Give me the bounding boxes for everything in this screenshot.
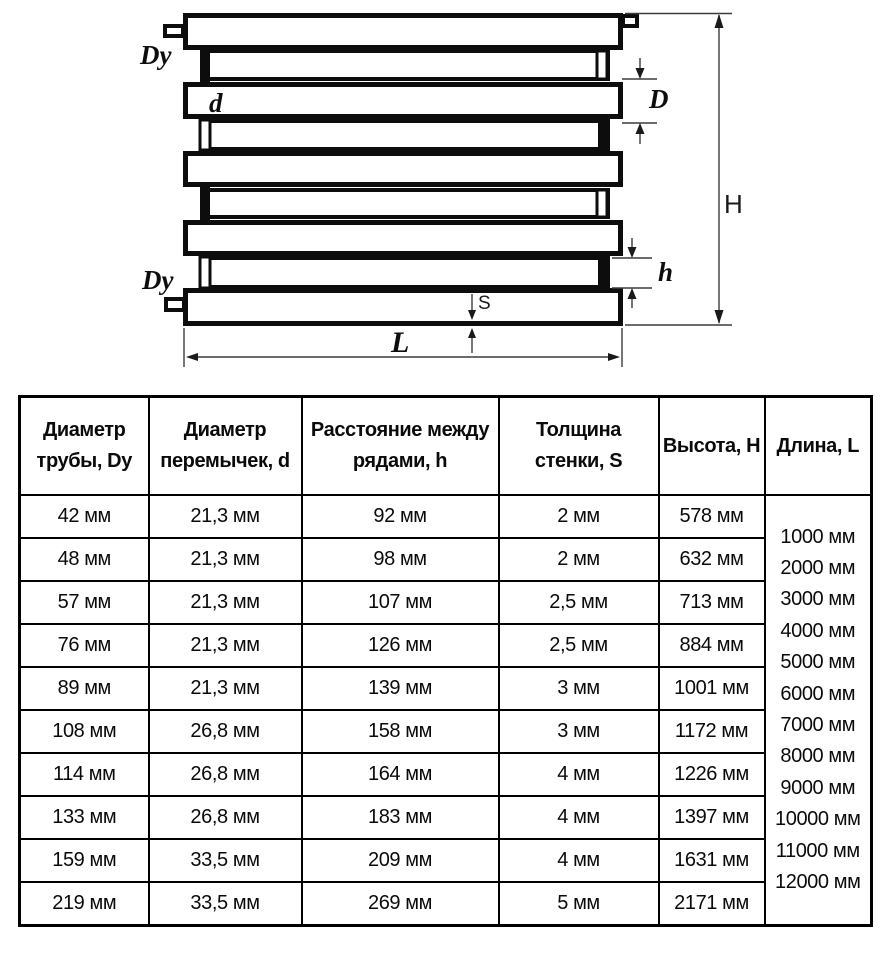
- cell-d: 26,8 мм: [149, 796, 302, 839]
- arrowhead-D-top: [636, 68, 645, 79]
- cell-h: 92 мм: [302, 495, 499, 538]
- cell-dy: 108 мм: [20, 710, 149, 753]
- cell-h: 209 мм: [302, 839, 499, 882]
- label-H: H: [724, 189, 743, 219]
- arrowhead-S-bottom: [468, 328, 476, 338]
- inlet-stub-bottom-left: [166, 299, 184, 310]
- label-d: d: [209, 88, 223, 118]
- table-row: [20, 839, 872, 882]
- cell-s: 2 мм: [499, 538, 659, 581]
- cell-height: 632 мм: [659, 538, 765, 581]
- label-dy-top: Dy: [140, 40, 172, 70]
- inlet-stub-top-right: [623, 16, 637, 26]
- cell-s: 4 мм: [499, 753, 659, 796]
- cell-dy: 76 мм: [20, 624, 149, 667]
- main-pipe-row-9: [186, 291, 621, 324]
- table-row: [20, 753, 872, 796]
- cell-h: 158 мм: [302, 710, 499, 753]
- cell-d: 21,3 мм: [149, 495, 302, 538]
- cell-height: 2171 мм: [659, 882, 765, 926]
- cell-height: 1226 мм: [659, 753, 765, 796]
- dimension-H: [625, 14, 732, 326]
- cell-dy: 57 мм: [20, 581, 149, 624]
- table-row: [20, 796, 872, 839]
- header-wall-thickness: Толщина стенки, S: [499, 397, 659, 496]
- table-row: [20, 882, 872, 926]
- cell-s: 2,5 мм: [499, 624, 659, 667]
- header-row: [20, 397, 872, 496]
- cell-h: 98 мм: [302, 538, 499, 581]
- main-pipe-row-3: [186, 85, 621, 117]
- arrowhead-L-right: [608, 353, 620, 361]
- length-value: 10000 мм: [775, 808, 861, 831]
- table-row: [20, 710, 872, 753]
- cell-dy: 159 мм: [20, 839, 149, 882]
- jumper-left-row-2: [200, 46, 210, 84]
- cell-s: 5 мм: [499, 882, 659, 926]
- length-value: 6000 мм: [780, 682, 856, 705]
- length-value: 8000 мм: [780, 745, 856, 768]
- table-row: [20, 581, 872, 624]
- cell-dy: 42 мм: [20, 495, 149, 538]
- length-value: 5000 мм: [780, 651, 856, 674]
- narrow-pipe-row-8: [203, 258, 608, 287]
- table-row: [20, 624, 872, 667]
- cell-d: 26,8 мм: [149, 753, 302, 796]
- table-row: [20, 538, 872, 581]
- label-D: D: [649, 84, 669, 114]
- cell-h: 164 мм: [302, 753, 499, 796]
- arrowhead-H-bottom: [715, 310, 724, 324]
- jumper-left-row-6: [200, 185, 210, 221]
- narrow-pipe-row-2: [203, 51, 608, 79]
- main-pipe-row-5: [186, 154, 621, 185]
- cell-h: 126 мм: [302, 624, 499, 667]
- cell-height: 1631 мм: [659, 839, 765, 882]
- length-value: 7000 мм: [780, 714, 856, 736]
- label-S: S: [478, 293, 491, 314]
- cell-s: 4 мм: [499, 839, 659, 882]
- cell-s: 2 мм: [499, 495, 659, 538]
- header-height: Высота, H: [659, 397, 765, 496]
- cell-dy: 89 мм: [20, 667, 149, 710]
- cell-dy: 219 мм: [20, 882, 149, 926]
- cell-h: 183 мм: [302, 796, 499, 839]
- cell-height: 1172 мм: [659, 710, 765, 753]
- spec-table-container: [18, 395, 870, 927]
- cell-s: 2,5 мм: [499, 581, 659, 624]
- cell-height: 1397 мм: [659, 796, 765, 839]
- header-pipe-diameter: Диаметр трубы, Dy: [20, 397, 149, 496]
- length-value: 9000 мм: [780, 776, 856, 799]
- jumper-right-row-8: [598, 253, 607, 290]
- header-jumper-diameter: Диаметр перемычек, d: [149, 397, 302, 496]
- narrow-pipe-row-4: [203, 121, 608, 149]
- cell-h: 139 мм: [302, 667, 499, 710]
- cell-h: 107 мм: [302, 581, 499, 624]
- cell-d: 21,3 мм: [149, 538, 302, 581]
- main-pipe-row-1: [186, 16, 621, 48]
- cell-s: 3 мм: [499, 710, 659, 753]
- label-L: L: [391, 326, 410, 359]
- inlet-stub-top-left: [165, 26, 183, 36]
- narrow-pipe-row-6: [203, 190, 608, 217]
- cell-d: 33,5 мм: [149, 839, 302, 882]
- jumper-right-row-2: [597, 51, 607, 79]
- label-h: h: [658, 257, 674, 287]
- cell-length-list: [765, 495, 872, 926]
- arrowhead-L-left: [186, 353, 198, 361]
- cell-dy: 48 мм: [20, 538, 149, 581]
- table-row: [20, 495, 872, 538]
- length-value: 12000 мм: [775, 871, 861, 894]
- cell-d: 21,3 мм: [149, 624, 302, 667]
- cell-d: 21,3 мм: [149, 667, 302, 710]
- cell-s: 3 мм: [499, 667, 659, 710]
- jumper-left-row-8: [200, 257, 210, 288]
- length-value: 1000 мм: [780, 525, 856, 548]
- cell-d: 33,5 мм: [149, 882, 302, 926]
- table-row: [20, 667, 872, 710]
- register-spec-table: [18, 395, 873, 927]
- length-value: 2000 мм: [780, 556, 856, 579]
- cell-height: 1001 мм: [659, 667, 765, 710]
- cell-s: 4 мм: [499, 796, 659, 839]
- length-value: 3000 мм: [780, 588, 856, 611]
- arrowhead-h-bottom: [628, 288, 637, 299]
- length-value: 4000 мм: [780, 619, 856, 642]
- jumper-left-row-4: [200, 120, 210, 150]
- cell-height: 884 мм: [659, 624, 765, 667]
- cell-height: 713 мм: [659, 581, 765, 624]
- jumper-right-row-4: [598, 116, 607, 154]
- arrowhead-h-top: [628, 247, 637, 258]
- jumper-right-row-6: [597, 190, 607, 217]
- register-diagram: [0, 0, 888, 392]
- arrowhead-H-top: [715, 14, 724, 28]
- header-length: Длина, L: [765, 397, 872, 496]
- cell-d: 26,8 мм: [149, 710, 302, 753]
- cell-height: 578 мм: [659, 495, 765, 538]
- cell-h: 269 мм: [302, 882, 499, 926]
- length-value: 11000 мм: [775, 839, 860, 862]
- main-pipe-row-7: [186, 223, 621, 254]
- arrowhead-D-bottom: [636, 123, 645, 134]
- header-row-spacing: Расстояние между рядами, h: [302, 397, 499, 496]
- cell-d: 21,3 мм: [149, 581, 302, 624]
- cell-dy: 114 мм: [20, 753, 149, 796]
- cell-dy: 133 мм: [20, 796, 149, 839]
- label-dy-bottom: Dy: [142, 265, 174, 295]
